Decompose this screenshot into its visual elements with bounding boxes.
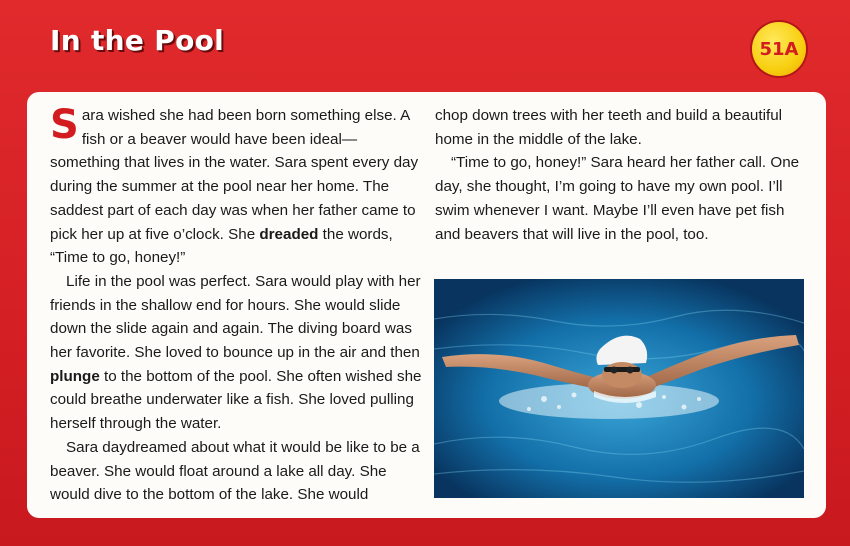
paragraph-1 [50,104,422,270]
paragraph-2 [50,270,422,436]
paragraph-4: “Time to go, honey!” Sara heard her father call. One day, she thought, I’m going to have my own pool. I’ll swim whenever I want. Maybe I’ll even have pet fish and beavers that will live in the pool, too. [435,154,800,243]
paragraph-3: Sara daydreamed about what it would be like to be a beaver. She would float around a lake all day. She would dive to the bottom of the lake. She would [50,438,420,504]
badge-label: 51A [759,38,799,60]
swimmer-illustration [434,279,804,498]
paragraph-2-start: Life in the pool was perfect. Sara would play with her friends in the shallow end for hours. She would slide down the slide again and again. The diving board was her favorite. She loved to bounce up in the air and then [50,272,421,362]
paragraph-3-continued: chop down trees with her teeth and build a beautiful home in the middle of the lake. [435,107,783,148]
drop-cap: S [50,102,79,148]
vocab-word-plunge: plunge [50,367,100,385]
paragraph-1-end: the words, “Time to go, honey!” [50,225,393,267]
story-column-right [435,104,807,246]
swimmer-photo [434,279,804,498]
paragraph-2-end: to the bottom of the pool. She often wished she could breathe underwater like a fish. She loved pulling herself through the water. [50,367,422,433]
page-number-badge [752,22,806,76]
paragraph-1-start: ara wished she had been born something else. A fish or a beaver would have been ideal—something that lives in the water. Sara spent every day during the summer at the pool near her home. The saddest part of each day was when her father came to pick her up at five o’clock. She [50,107,419,243]
page-title: In the Pool [50,24,225,57]
vocab-word-dreaded: dreaded [259,225,319,243]
story-column-left [50,104,422,507]
